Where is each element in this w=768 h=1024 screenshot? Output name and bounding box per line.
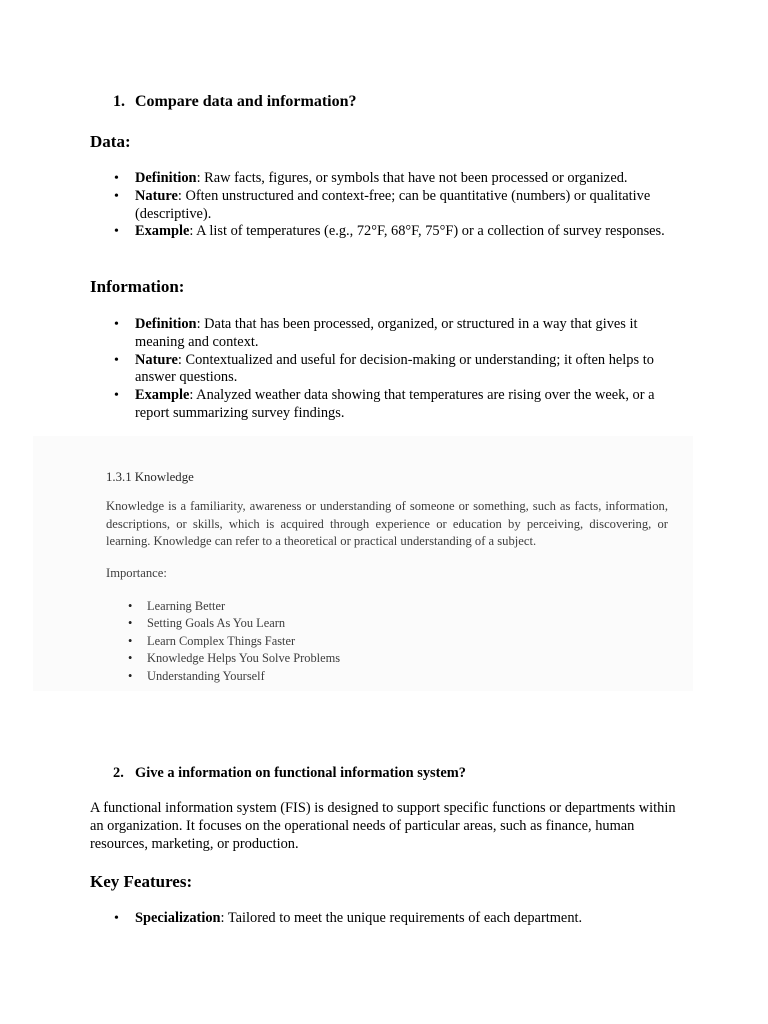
key-features-list <box>0 910 768 928</box>
key-features-heading: Key Features: <box>90 872 193 891</box>
importance-label: Importance: <box>106 566 167 580</box>
item-text: : Analyzed weather data showing that temperatures are rising over the week, or a report summarizing survey findings. <box>135 387 655 421</box>
item-term: Definition <box>135 170 197 186</box>
item-term: Definition <box>135 316 197 332</box>
list-item <box>0 170 680 188</box>
list-item <box>0 352 680 388</box>
item-text: : Often unstructured and context-free; can be quantitative (numbers) or qualitative (descriptive). <box>135 187 651 222</box>
question-1-number: 1. <box>113 93 125 110</box>
list-item <box>0 910 680 928</box>
item-text: : A list of temperatures (e.g., 72°F, 68°F, 75°F) or a collection of survey responses. <box>189 223 665 240</box>
item-text: : Data that has been processed, organized, or structured in a way that gives it meaning and context. <box>135 316 638 350</box>
item-term: Nature <box>135 351 178 368</box>
list-item: • Setting Goals As You Learn <box>33 615 340 632</box>
question-1-text: Compare data and information? <box>135 93 357 110</box>
fis-paragraph: A functional information system (FIS) is designed to support specific functions or departments within an organization. It focuses on the operational needs of particular areas, such as finance, human resources, marketing, or production. <box>90 800 676 852</box>
list-item: • Understanding Yourself <box>33 668 340 685</box>
data-list <box>0 170 768 241</box>
list-item <box>0 223 680 241</box>
list-item: • Learn Complex Things Faster <box>33 633 340 650</box>
list-item <box>0 387 680 423</box>
question-1 <box>113 93 357 111</box>
item-text: : Tailored to meet the unique requirements of each department. <box>220 910 583 926</box>
knowledge-paragraph: Knowledge is a familiarity, awareness or understanding of someone or something, such as facts, information, descriptions, or skills, which is acquired through experience or education by perceiving, discovering, or learning. Knowledge can refer to a theoretical or practical understanding of a subject. <box>106 499 668 549</box>
question-2-number: 2. <box>113 765 124 781</box>
list-item: • Knowledge Helps You Solve Problems <box>33 650 340 667</box>
item-term: Nature <box>135 187 178 204</box>
list-item <box>0 188 680 224</box>
knowledge-scanned-image <box>33 436 693 691</box>
item-term: Example <box>135 223 190 240</box>
question-2-text: Give a information on functional information system? <box>135 765 466 781</box>
importance-list <box>33 598 340 685</box>
item-text: : Contextualized and useful for decision-making or understanding; it often helps to answer questions. <box>135 351 654 386</box>
information-heading: Information: <box>90 277 185 296</box>
item-term: Example <box>135 387 190 404</box>
data-heading: Data: <box>90 132 131 151</box>
information-list <box>0 316 768 423</box>
list-item <box>0 316 680 352</box>
item-term: Specialization <box>135 910 221 926</box>
question-2 <box>113 765 466 782</box>
item-text: : Raw facts, figures, or symbols that have not been processed or organized. <box>196 170 628 186</box>
knowledge-heading: 1.3.1 Knowledge <box>106 470 194 484</box>
list-item: • Learning Better <box>33 598 340 615</box>
